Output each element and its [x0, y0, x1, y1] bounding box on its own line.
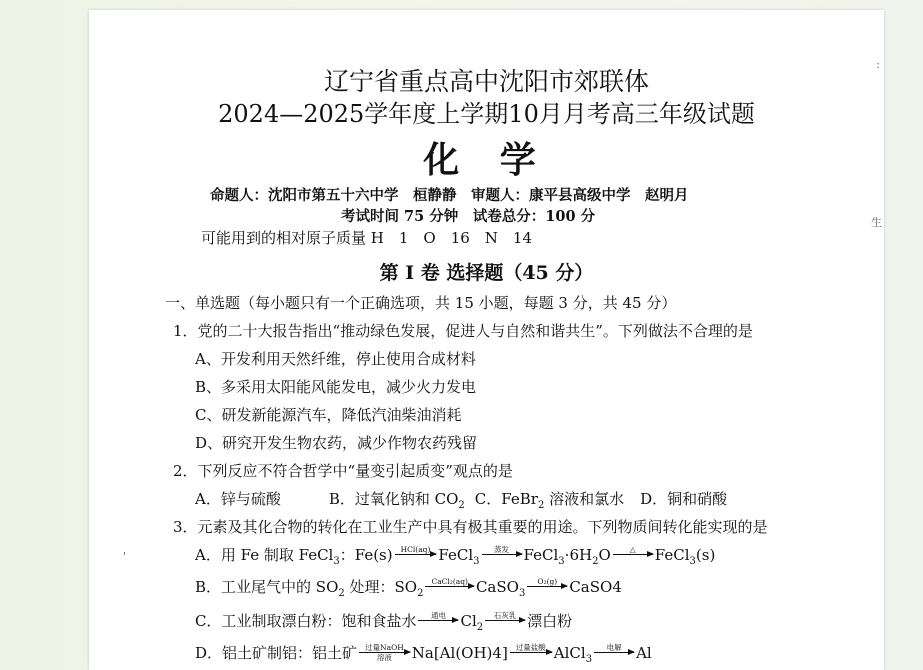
- question-2-option-b: B．过氧化钠和 CO: [328, 490, 459, 508]
- arrow-label-naoh: 过量NaOH: [365, 642, 404, 652]
- question-2-option-c-tail: 溶液和氯水: [544, 490, 625, 508]
- hydrate-sub: 3: [558, 556, 565, 567]
- hydrate-o: O: [598, 546, 611, 564]
- arrow-line: [485, 620, 525, 621]
- reaction-arrow-evaporate: [482, 545, 522, 564]
- cl2-sub: 2: [476, 622, 484, 633]
- option-d-prefix: D．铝土矿制铝：铝土矿: [195, 644, 358, 662]
- option-a-fe: Fe(s): [354, 546, 393, 564]
- question-2-stem: 2．下列反应不符合哲学中“量变引起质变”观点的是: [173, 462, 513, 480]
- option-a-colon: ：: [339, 546, 355, 564]
- question-3-stem: 3．元素及其化合物的转化在工业生产中具有极其重要的用途。下列物质间转化能实现的是: [173, 518, 768, 536]
- question-1-option-c: C、研发新能源汽车，降低汽油柴油消耗: [195, 406, 462, 424]
- option-c-cl2: Cl: [460, 612, 477, 630]
- final-tail: (s): [695, 546, 716, 564]
- option-a-prefix: A．用 Fe 制取 FeCl: [195, 546, 334, 564]
- option-d-al: Al: [636, 644, 652, 662]
- exam-time-line: 考试时间 75 分钟 试卷总分：100 分: [341, 208, 596, 225]
- question-1-option-d: D、研究开发生物农药，减少作物农药残留: [195, 434, 478, 452]
- option-c-final: 漂白粉: [527, 612, 573, 630]
- question-2-option-d: D．铜和硝酸: [640, 490, 728, 508]
- arrow-label-evaporate: 蒸发: [494, 544, 510, 554]
- so2-sub: 2: [338, 588, 345, 599]
- arrow-label-cacl2: CaCl₂(aq): [431, 576, 468, 586]
- arrow-line: [594, 652, 634, 653]
- reaction-arrow-hcl-excess: [510, 643, 552, 662]
- reaction-arrow-heat: [613, 545, 653, 564]
- reaction-arrow-o2: [527, 577, 567, 596]
- hydrate-tail: ·6H: [564, 546, 593, 564]
- section-title: 第 I 卷 选择题（45 分）: [379, 262, 594, 284]
- option-a-final: FeCl: [654, 546, 690, 564]
- co2-subscript: 2: [458, 500, 465, 511]
- option-b-prefix: B．工业尾气中的 SO: [195, 578, 339, 596]
- option-a-sub: 3: [333, 556, 340, 567]
- reaction-arrow-electrolysis: [418, 611, 458, 630]
- margin-mark-mid: 生: [871, 216, 882, 229]
- arrow-label-o2: O₂(g): [537, 576, 558, 586]
- arrow-line: [613, 554, 653, 555]
- question-3-option-c: [195, 610, 572, 633]
- margin-mark-top: :: [876, 58, 880, 71]
- reaction-arrow-electrolysis-2: [594, 643, 634, 662]
- reaction-arrow-lime: [485, 611, 525, 630]
- arrow-label-electrolysis-2: 电解: [606, 642, 622, 652]
- margin-mark-left: ': [123, 550, 127, 563]
- subject-title: 化 学: [423, 139, 550, 181]
- option-d-na-al-oh: Na[Al(OH)4]: [411, 644, 508, 662]
- exam-title-line1: 辽宁省重点高中沈阳市郊联体: [323, 67, 649, 96]
- atomic-mass-line: 可能用到的相对原子质量 H 1 O 16 N 14: [201, 229, 532, 247]
- arrow-label-lime: 石灰乳: [493, 610, 517, 620]
- question-1-option-a: A、开发利用天然纤维，停止使用合成材料: [195, 350, 476, 368]
- arrow-line: [482, 554, 522, 555]
- arrow-label-hcl: HCl(aq): [400, 544, 431, 554]
- option-a-fecl3: FeCl: [438, 546, 474, 564]
- arrow-line: [395, 554, 437, 555]
- exam-title-line2: 2024—2025学年度上学期10月月考高三年级试题: [218, 100, 755, 128]
- option-c-prefix: C．工业制取漂白粉：饱和食盐水: [195, 612, 417, 630]
- h2o-sub: 2: [592, 556, 599, 567]
- option-a-hydrate: FeCl: [523, 546, 559, 564]
- febr2-subscript: 2: [537, 500, 545, 511]
- arrow-line: [510, 652, 552, 653]
- part-heading: 一、单选题（每小题只有一个正确选项，共 15 小题，每题 3 分，共 45 分）: [165, 294, 677, 312]
- arrow-line: [359, 652, 410, 653]
- arrow-line: [418, 620, 458, 621]
- alcl3-sub: 3: [585, 654, 593, 665]
- option-b-caso4: CaSO4: [569, 578, 622, 596]
- question-1-option-b: B、多采用太阳能风能发电，减少火力发电: [195, 378, 477, 396]
- arrow-label-solution: 溶液: [376, 652, 392, 662]
- arrow-label-heat: △: [629, 544, 636, 554]
- option-d-alcl3: AlCl: [553, 644, 586, 662]
- question-1-stem: 1．党的二十大报告指出“推动绿色发展，促进人与自然和谐共生”。下列做法不合理的是: [173, 322, 753, 340]
- so2-sub-2: 2: [417, 588, 424, 599]
- reaction-arrow-hcl: [395, 545, 437, 564]
- arrow-label-electrolysis: 通电: [430, 610, 446, 620]
- option-b-caso3: CaSO: [475, 578, 519, 596]
- question-3-option-b: [195, 576, 622, 599]
- reaction-arrow-cacl2: [425, 577, 473, 596]
- exam-page: [89, 10, 884, 670]
- question-3-option-a: [195, 544, 715, 567]
- reaction-arrow-naoh: [359, 643, 410, 662]
- arrow-line: [425, 586, 473, 587]
- option-b-prefix-tail: 处理：SO: [344, 578, 418, 596]
- fecl3-sub: 3: [473, 556, 480, 567]
- final-sub: 3: [689, 556, 696, 567]
- caso3-sub: 3: [518, 588, 526, 599]
- question-2-options: [195, 488, 727, 511]
- question-2-option-a: A．锌与硫酸: [195, 490, 281, 508]
- author-line: 命题人：沈阳市第五十六中学 桓静静 审题人：康平县高级中学 赵明月: [210, 187, 689, 204]
- question-2-option-c: C．FeBr: [474, 490, 538, 508]
- arrow-label-hcl-excess: 过量盐酸: [515, 642, 546, 652]
- arrow-line: [527, 586, 567, 587]
